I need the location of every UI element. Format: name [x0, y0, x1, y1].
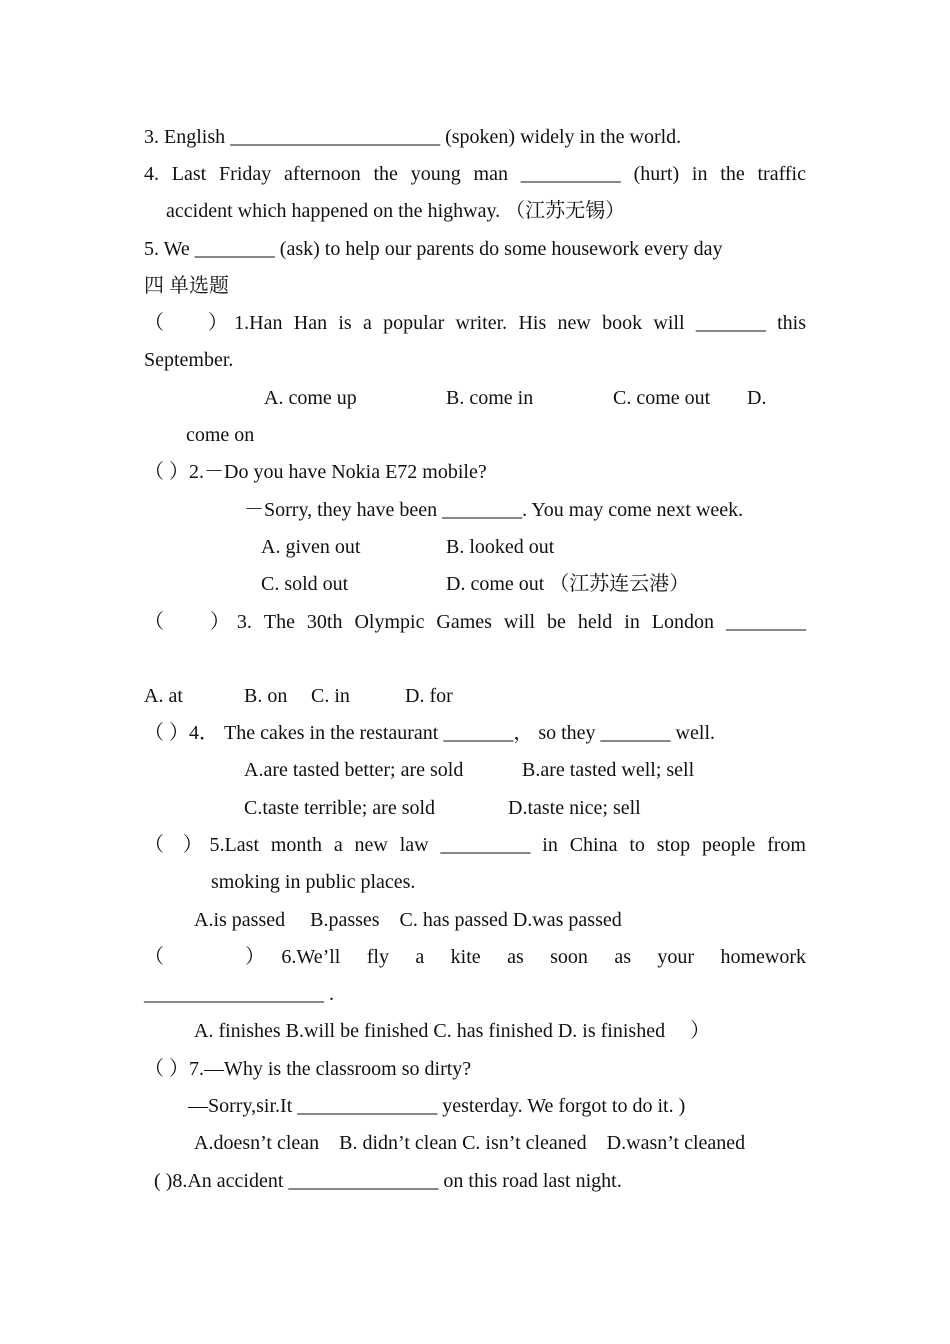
- mcq-1-option-a: A. come up: [264, 387, 357, 409]
- mcq-2-option-c: C. sold out: [261, 573, 349, 595]
- fill-in-question-4-line-2: accident which happened on the highway. （江苏无锡）: [166, 200, 626, 222]
- mcq-1-option-d-text: come on: [186, 424, 255, 446]
- mcq-3-option-c: C. in: [311, 685, 350, 707]
- mcq-7-line-1: （ ）7.—Why is the classroom so dirty?: [144, 1058, 472, 1080]
- fill-in-question-3: 3. English _____________________ (spoken) widely in the world.: [144, 126, 682, 148]
- mcq-3-option-a: A. at: [144, 685, 183, 707]
- mcq-4-option-b: B.are tasted well; sell: [522, 759, 695, 781]
- mcq-7-options: A.doesn’t clean B. didn’t clean C. isn’t cleaned D.wasn’t cleaned: [194, 1132, 746, 1154]
- fill-in-question-4-line-1: 4. Last Friday afternoon the young man __________ (hurt) in the traffic: [144, 163, 806, 185]
- mcq-1-line-1: （ ）1.Han Han is a popular writer. His new book will _______ this: [144, 312, 806, 334]
- mcq-4-option-d: D.taste nice; sell: [508, 797, 641, 819]
- mcq-3-option-d: D. for: [405, 685, 453, 707]
- mcq-5-line-1: （ ）5.Last month a new law _________ in China to stop people from: [144, 834, 806, 856]
- mcq-3-option-b: B. on: [244, 685, 288, 707]
- mcq-4-option-a: A.are tasted better; are sold: [244, 759, 464, 781]
- mcq-1-option-b: B. come in: [446, 387, 534, 409]
- fill-in-question-5: 5. We ________ (ask) to help our parents do some housework every day: [144, 238, 723, 260]
- mcq-1-option-c: C. come out: [613, 387, 711, 409]
- mcq-4-option-c: C.taste terrible; are sold: [244, 797, 436, 819]
- mcq-6-line-2: __________________ .: [144, 983, 334, 1005]
- mcq-8-line-1: ( )8.An accident _______________ on this road last night.: [154, 1170, 622, 1192]
- mcq-2-option-a: A. given out: [261, 536, 361, 558]
- mcq-6-options: A. finishes B.will be finished C. has finished D. is finished ）: [194, 1020, 711, 1042]
- mcq-3-line-1: （ ）3. The 30th Olympic Games will be held in London ________: [144, 611, 806, 633]
- mcq-5-options: A.is passed B.passes C. has passed D.was passed: [194, 909, 622, 931]
- mcq-2-option-d: D. come out （江苏连云港）: [446, 573, 690, 595]
- section-title: 四 单选题: [144, 275, 229, 297]
- mcq-2-line-2: －Sorry, they have been ________. You may come next week.: [244, 499, 744, 521]
- mcq-6-line-1: （ ） 6.We’ll fly a kite as soon as your homework: [144, 946, 806, 968]
- mcq-4-line-1: （ ）4． The cakes in the restaurant _______， so they _______ well.: [144, 722, 715, 744]
- mcq-2-line-1: （ ）2.－Do you have Nokia E72 mobile?: [144, 461, 487, 483]
- mcq-7-line-2: —Sorry,sir.It ______________ yesterday. We forgot to do it. ): [188, 1095, 686, 1117]
- mcq-1-option-d: D.: [747, 387, 767, 409]
- mcq-1-line-2: September.: [144, 349, 234, 371]
- mcq-2-option-b: B. looked out: [446, 536, 555, 558]
- mcq-5-line-2: smoking in public places.: [211, 871, 416, 893]
